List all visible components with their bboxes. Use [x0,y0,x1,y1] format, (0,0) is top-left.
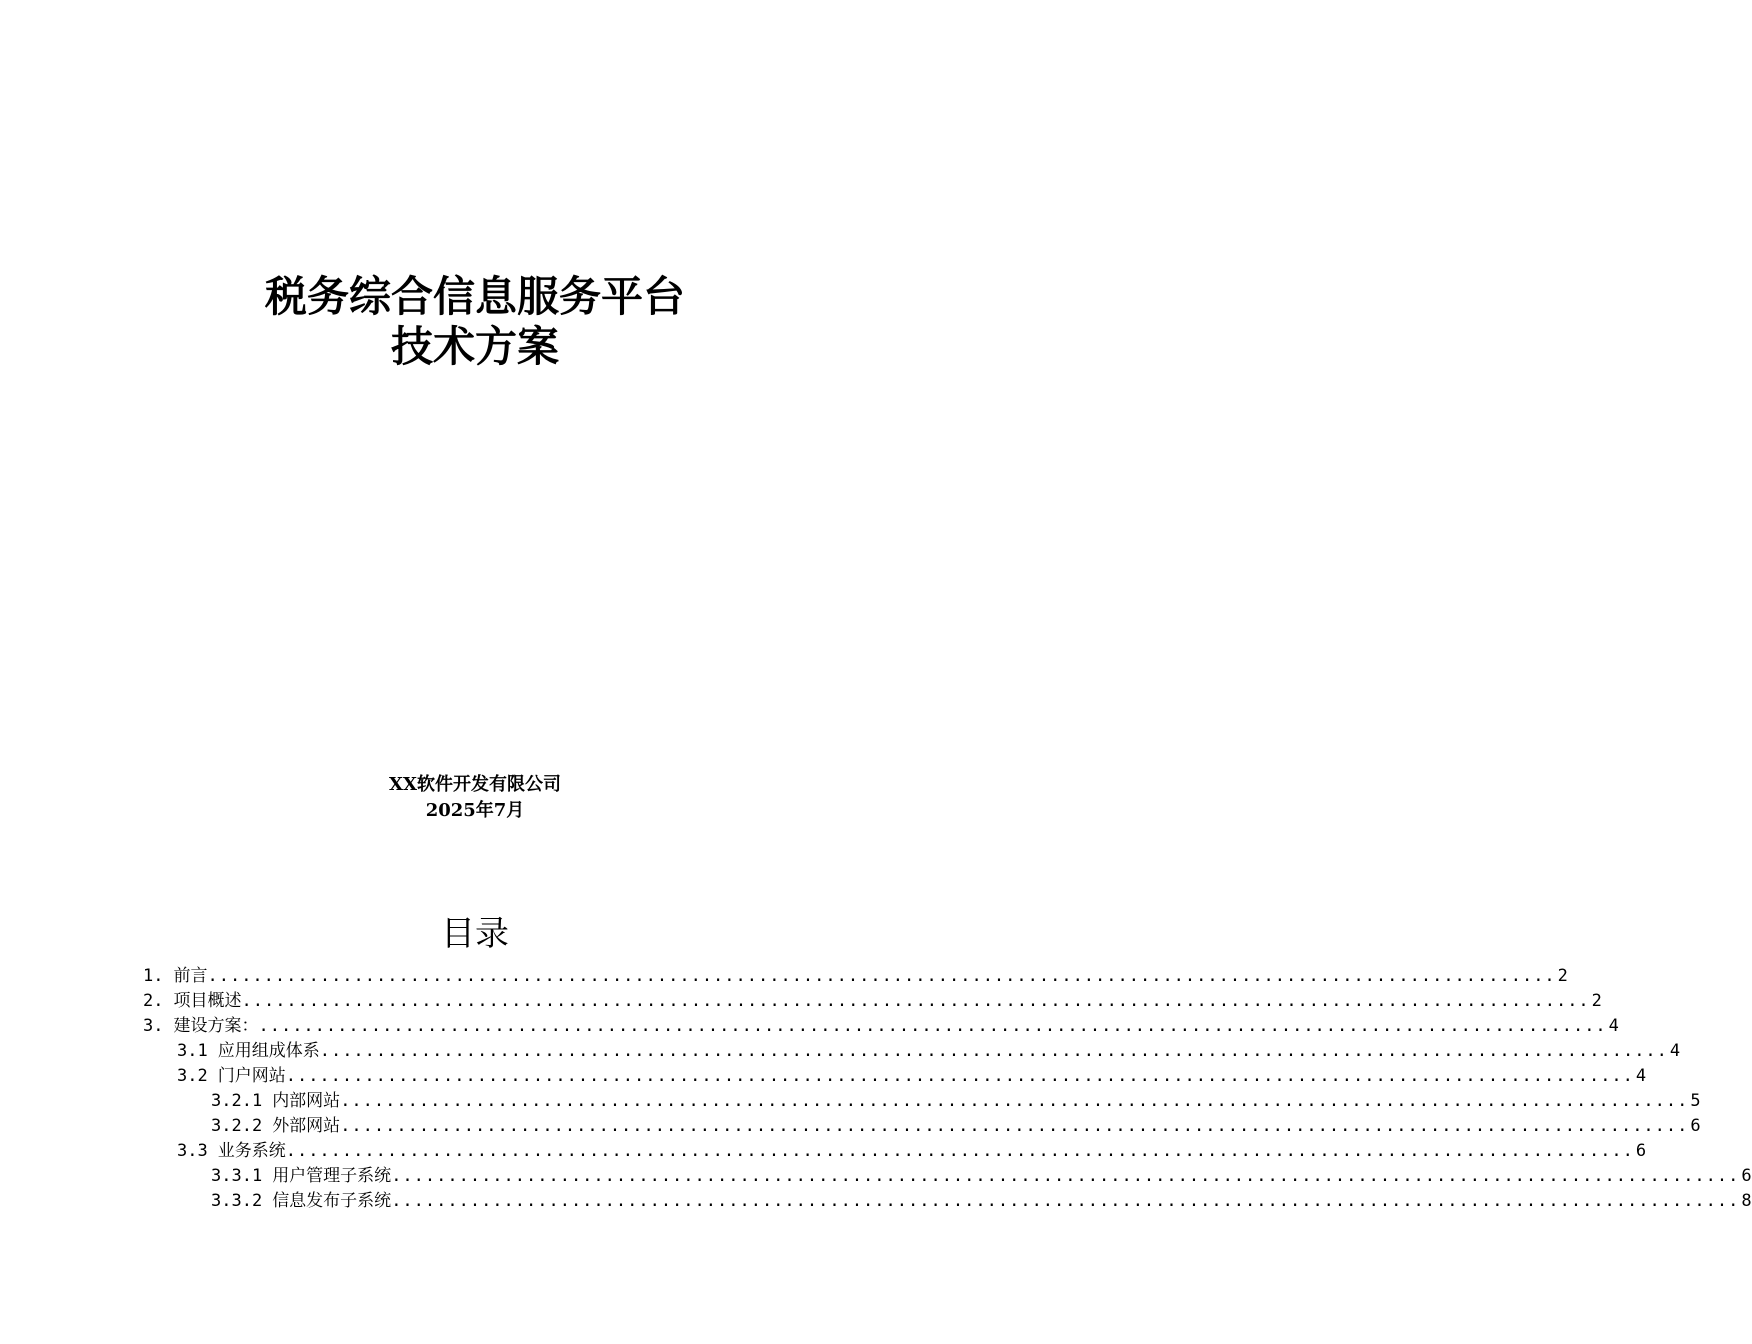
toc-leader-dots: ........................................................................................................................ [319,1041,1668,1061]
title-line-1: 税务综合信息服务平台 [264,272,685,321]
toc-entry-title: 业务系统 [217,1141,286,1161]
toc-leader-dots: ........................................................................................................................ [258,1016,1607,1036]
toc-entry-page: 6 [1741,1166,1752,1186]
toc-entry-number: 3.2.1 [211,1091,263,1111]
toc-leader-dots: ........................................................................................................................ [391,1191,1740,1211]
toc-entry-title: 建设方案： [173,1016,259,1036]
table-of-contents [143,964,1752,1214]
toc-entry-title: 前言 [173,966,208,986]
toc-entry-page: 5 [1690,1091,1701,1111]
toc-entry-number: 2. [143,991,164,1011]
toc-entry[interactable] [143,964,1568,989]
toc-heading: 目录 [441,914,509,954]
toc-entry-number: 3. [143,1016,164,1036]
toc-leader-dots: ........................................................................................................................ [241,991,1590,1011]
toc-entry-number: 3.1 [177,1041,208,1061]
toc-entry[interactable] [143,1014,1619,1039]
toc-entry-page: 4 [1608,1016,1619,1036]
toc-entry[interactable] [143,1089,1701,1114]
toc-entry-number: 3.3.1 [211,1166,263,1186]
toc-entry-title: 内部网站 [272,1091,341,1111]
toc-entry-page: 8 [1741,1191,1752,1211]
toc-entry[interactable] [143,1064,1647,1089]
toc-entry-number: 3.2.2 [211,1116,263,1136]
toc-entry-title: 门户网站 [217,1066,286,1086]
author-block [0,772,950,824]
toc-entry-page: 4 [1669,1041,1681,1061]
toc-entry[interactable] [143,1189,1752,1214]
company-name: XX软件开发有限公司 [389,774,561,795]
toc-leader-dots: ........................................................................................................................ [340,1091,1689,1111]
toc-entry[interactable] [143,1039,1681,1064]
document-title [0,272,950,372]
toc-entry-title: 应用组成体系 [217,1041,320,1061]
toc-leader-dots: ........................................................................................................................ [340,1116,1689,1136]
toc-entry-title: 用户管理子系统 [272,1166,392,1186]
toc-entry-page: 6 [1635,1141,1647,1161]
toc-leader-dots: ........................................................................................................................ [207,966,1556,986]
toc-entry-number: 3.2 [177,1066,208,1086]
toc-entry-title: 信息发布子系统 [272,1191,392,1211]
toc-entry-number: 1. [143,966,164,986]
publish-date: 2025年7月 [425,800,525,821]
toc-entry-page: 6 [1690,1116,1701,1136]
toc-entry-number: 3.3.2 [211,1191,263,1211]
toc-entry-title: 外部网站 [272,1116,341,1136]
toc-entry-number: 3.3 [177,1141,208,1161]
toc-leader-dots: ........................................................................................................................ [285,1066,1634,1086]
toc-leader-dots: ........................................................................................................................ [285,1141,1634,1161]
toc-entry-title: 项目概述 [173,991,242,1011]
toc-entry-page: 2 [1591,991,1602,1011]
title-line-2: 技术方案 [390,322,559,371]
toc-leader-dots: ........................................................................................................................ [391,1166,1740,1186]
toc-entry-page: 2 [1557,966,1568,986]
toc-entry-page: 4 [1635,1066,1647,1086]
toc-entry[interactable] [143,989,1602,1014]
toc-entry[interactable] [143,1114,1701,1139]
toc-entry[interactable] [143,1139,1647,1164]
toc-entry[interactable] [143,1164,1752,1189]
